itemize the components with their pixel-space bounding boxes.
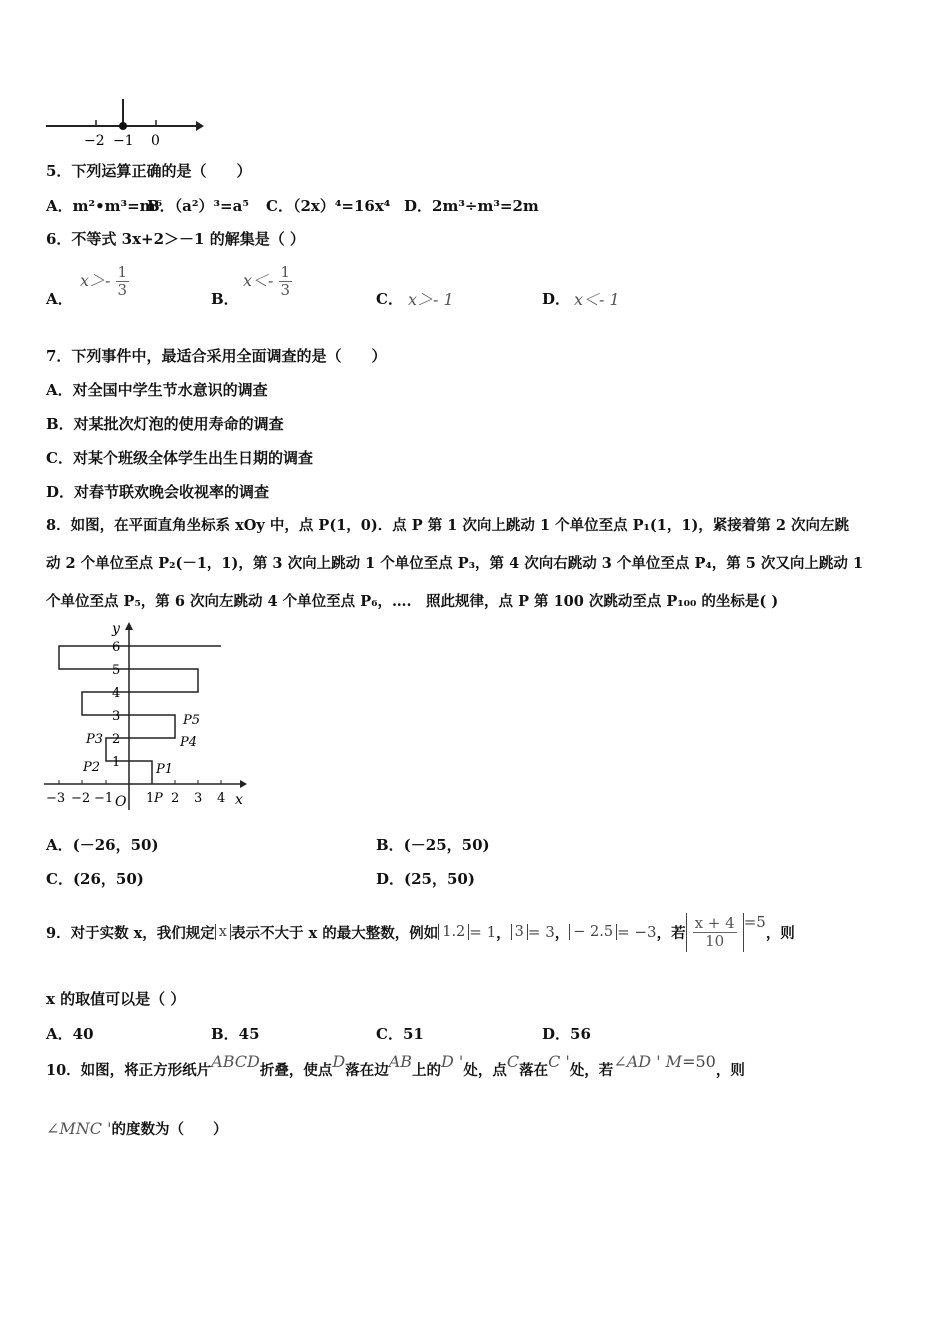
q5-option-b[interactable]: B．（a²）³=a⁵ [147, 197, 249, 215]
number-line-point [119, 122, 127, 130]
q10-math-mnc: ∠MNC ' [46, 1119, 112, 1138]
q8-stem-line3: 个单位至点 P₅，第 6 次向左跳动 4 个单位至点 P₆，…. 照此规律，点 P 第 100 次跳动至点 P₁₀₀ 的坐标是( ) [46, 593, 779, 610]
q9-ex1-input: 1.2 [438, 924, 469, 940]
p4-label: P4 [180, 735, 198, 750]
q7-option-d[interactable]: D．对春节联欢晚会收视率的调查 [46, 483, 270, 501]
q7-option-c[interactable]: C．对某个班级全体学生出生日期的调查 [46, 449, 313, 467]
q9-ex2-value: = 3 [527, 923, 555, 941]
q9-ex1-value: = 1 [469, 923, 497, 941]
x-tick-label: 2 [171, 791, 180, 806]
q9-ruo: ，若 [656, 924, 686, 942]
q9-fraction-value: =5 [743, 913, 766, 931]
q6-stem: 6．不等式 3x+2＞－1 的解集是（ ） [46, 230, 305, 248]
q7-option-a[interactable]: A．对全国中学生节水意识的调查 [46, 381, 268, 399]
x-tick-label: −2 [71, 791, 91, 806]
q9-floor-x: x [215, 924, 231, 940]
q5-option-c[interactable]: C．（2x）⁴=16x⁴ [266, 197, 391, 215]
q9-option-d[interactable]: D．56 [542, 1025, 591, 1043]
q6-option-b-label[interactable]: B． [211, 290, 239, 308]
q10-math-angle: ∠AD ' M [613, 1052, 683, 1071]
q5-option-a[interactable]: A．m²•m³=m⁶ [46, 197, 163, 215]
y-tick-label: 5 [112, 663, 121, 678]
q10-angle-value: =50 [682, 1052, 716, 1071]
x-axis-label: x [235, 792, 243, 808]
q8-option-a[interactable]: A．(－26，50) [46, 836, 159, 854]
q9-option-a[interactable]: A．40 [46, 1025, 94, 1043]
p3-label: P3 [86, 732, 104, 747]
q10-math-c-prime: C ' [548, 1052, 570, 1071]
p2-label: P2 [83, 760, 101, 775]
y-tick-label: 1 [112, 755, 121, 770]
q10-stem-line2: ∠MNC '的度数为（ ） [46, 1119, 228, 1138]
x-tick-label: 4 [217, 791, 226, 806]
x-tick-label: −3 [46, 791, 66, 806]
q10-math-c: C [506, 1052, 520, 1071]
q9-ex3-value: = −3 [617, 923, 657, 941]
q5-stem: 5．下列运算正确的是（ ） [46, 162, 252, 180]
x-tick-label: 1 [146, 791, 155, 806]
tick-label: −2 [84, 133, 105, 149]
q10-stem-line1: 10．如图，将正方形纸片ABCD折叠，使点D落在边AB上的D '处，点C落在C '处，若∠AD ' M=50，则 [46, 1052, 745, 1079]
y-tick-label: 4 [112, 686, 121, 701]
q8-option-d[interactable]: D．(25，50) [376, 870, 475, 888]
point-p-label: P [154, 791, 163, 806]
q7-option-b[interactable]: B．对某批次灯泡的使用寿命的调查 [46, 415, 284, 433]
q9-mid: 表示不大于 x 的最大整数，例如 [230, 924, 439, 942]
p5-label: P5 [183, 713, 201, 728]
q9-floor-fraction: $\frac{x + 4}{10}$ [686, 913, 744, 952]
q8-option-c[interactable]: C．(26，50) [46, 870, 144, 888]
q7-stem: 7．下列事件中，最适合采用全面调查的是（ ） [46, 347, 387, 365]
q6-option-a-label[interactable]: A． [46, 290, 73, 308]
q6-option-c-label[interactable]: C． [376, 290, 403, 308]
q9-ex2-input: 3 [511, 924, 528, 940]
q10-math-abcd: ABCD [211, 1052, 260, 1071]
q9-ex3-input: − 2.5 [569, 924, 617, 940]
y-axis-label: y [112, 621, 120, 637]
q5-option-d[interactable]: D．2m³÷m³=2m [404, 197, 539, 215]
y-tick-label: 2 [112, 732, 121, 747]
q9-stem-line2: x 的取值可以是（ ） [46, 990, 186, 1008]
q9-stem-line1: 9．对于实数 x，我们规定 x 表示不大于 x 的最大整数，例如 1.2 = 1 ， 3 = 3 ， − 2.5 = −3 ，若 $\frac{x + 4}{10}$ =5 ，则 [46, 913, 795, 950]
q6-option-d-expr: x＜- 1 [574, 290, 620, 309]
q9-option-c[interactable]: C．51 [376, 1025, 424, 1043]
q9-intro: 9．对于实数 x，我们规定 [46, 924, 215, 942]
q10-math-d-prime: D ' [441, 1052, 464, 1071]
tick-label: 0 [151, 133, 160, 149]
number-line [40, 95, 210, 150]
q10-math-ab: AB [388, 1052, 413, 1071]
p1-label: P1 [156, 762, 174, 777]
y-tick-label: 6 [112, 640, 121, 655]
q8-option-b[interactable]: B．(－25，50) [376, 836, 490, 854]
x-tick-label: −1 [94, 791, 114, 806]
q8-stem-line1: 8．如图，在平面直角坐标系 xOy 中，点 P(1，0)．点 P 第 1 次向上跳动 1 个单位至点 P₁(1，1)，紧接着第 2 次向左跳 [46, 517, 849, 534]
q6-option-d-label[interactable]: D． [542, 290, 571, 308]
q6-option-a-expr: x＞- $\frac{1}{3}$ [80, 263, 128, 299]
q6-option-c-expr: x＞- 1 [408, 290, 454, 309]
y-tick-label: 3 [112, 709, 121, 724]
origin-label: O [115, 794, 127, 810]
tick-label: −1 [113, 133, 134, 149]
q9-option-b[interactable]: B．45 [211, 1025, 260, 1043]
q6-option-b-expr: x＜- $\frac{1}{3}$ [243, 263, 291, 299]
q8-coordinate-graph [40, 620, 255, 815]
q9-ze: ，则 [765, 924, 795, 942]
x-tick-label: 3 [194, 791, 203, 806]
q10-math-d: D [332, 1052, 346, 1071]
q8-stem-line2: 动 2 个单位至点 P₂(－1，1)，第 3 次向上跳动 1 个单位至点 P₃，第 4 次向右跳动 3 个单位至点 P₄，第 5 次又向上跳动 1 [46, 555, 864, 572]
